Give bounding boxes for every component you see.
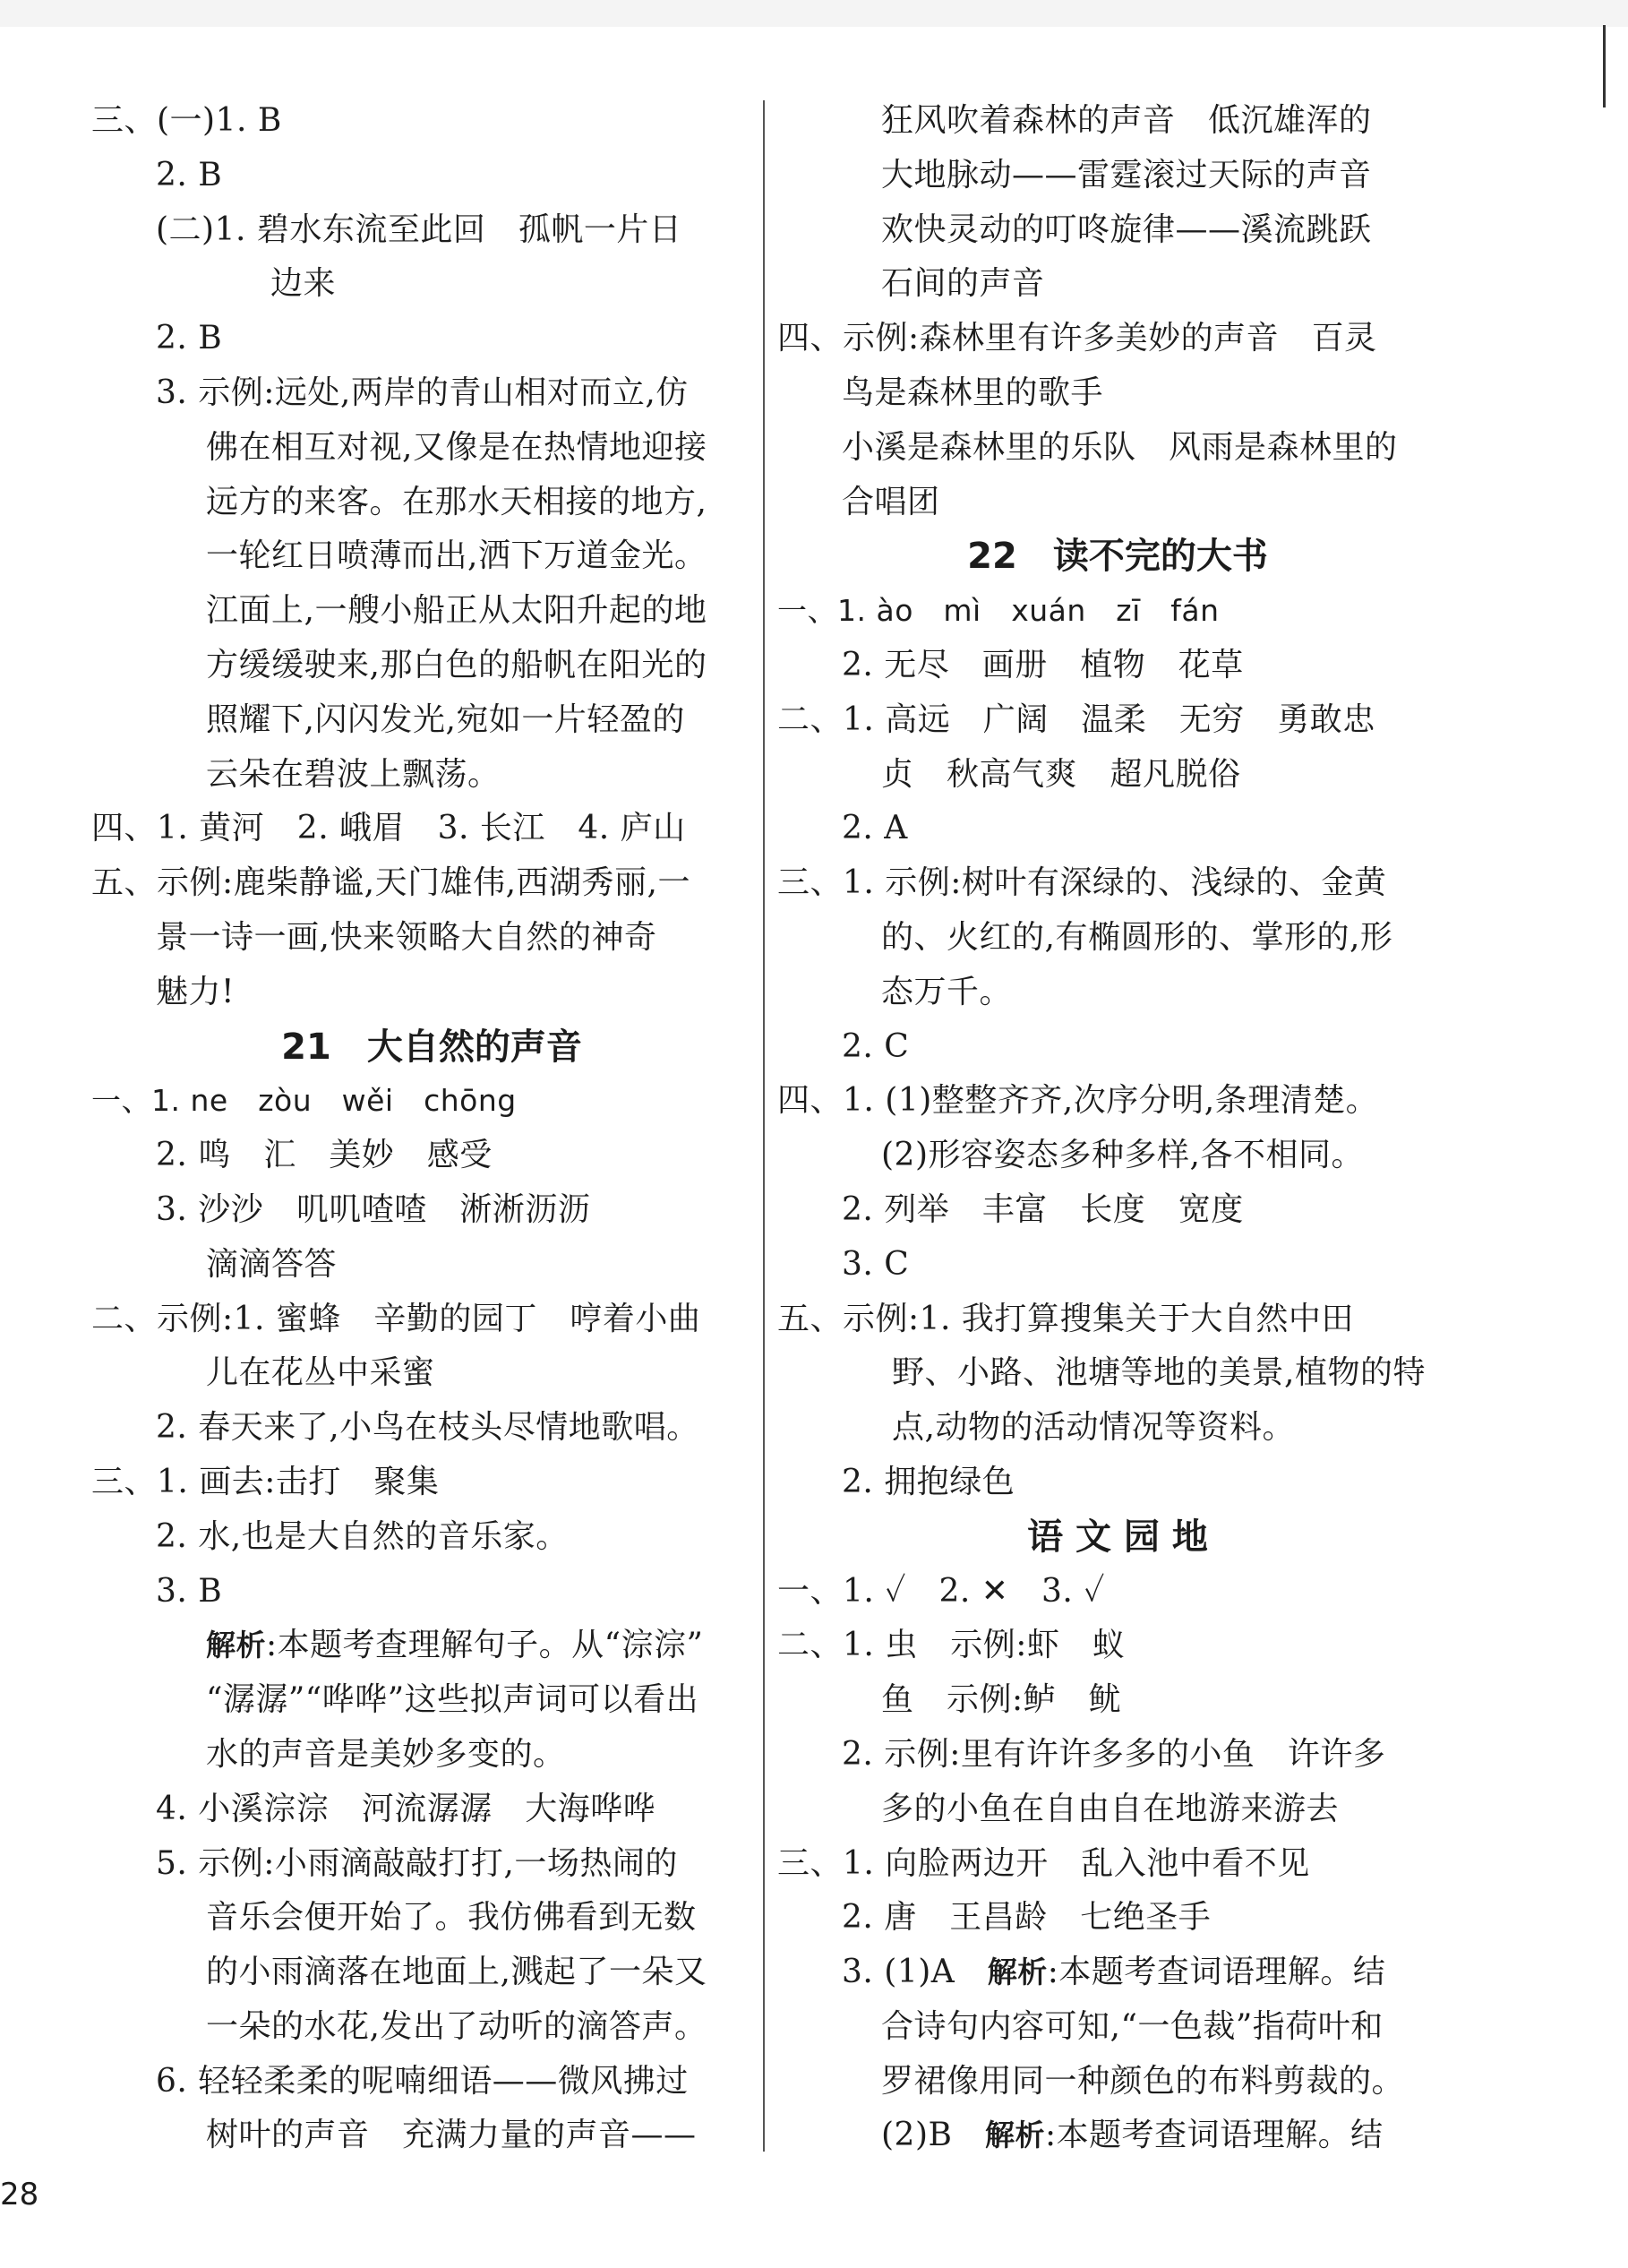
- answer-text: 一朵的水花,发出了动听的滴答声。: [206, 2007, 707, 2045]
- answer-text: 贞 秋高气爽 超凡脱俗: [881, 755, 1241, 793]
- scan-top-band: [0, 0, 1628, 27]
- answer-line: [91, 2000, 772, 2055]
- answer-line: [777, 1565, 1458, 1619]
- answer-line: [91, 1238, 772, 1293]
- answer-text: 2. 唐 王昌龄 七绝圣手: [842, 1899, 1212, 1937]
- answer-line: [91, 1129, 772, 1183]
- answer-text: 2. B: [156, 320, 223, 357]
- answer-text: 四、1. (1)整整齐齐,次序分明,条理清楚。: [777, 1082, 1379, 1120]
- answer-line: [91, 1619, 772, 1673]
- answer-line: [777, 2109, 1458, 2163]
- answer-line: [777, 94, 1458, 149]
- answer-line: [91, 1401, 772, 1456]
- answer-line: [777, 802, 1458, 856]
- answer-text: 滴滴答答: [206, 1245, 338, 1283]
- answer-text: 合唱团: [842, 483, 940, 520]
- answer-text: 小溪是森林里的乐队 风雨是森林里的: [842, 428, 1398, 466]
- answer-text: 2. 列举 丰富 长度 宽度: [842, 1190, 1244, 1228]
- answer-line: [91, 1891, 772, 1946]
- answer-text: 鱼 示例:鲈 鱿: [881, 1681, 1122, 1719]
- answer-line: [91, 693, 772, 748]
- answer-text: 2. 拥抱绿色: [842, 1463, 1015, 1500]
- answer-text: 3. 沙沙 叽叽喳喳 淅淅沥沥: [156, 1190, 591, 1228]
- answer-text: 2. 水,也是大自然的音乐家。: [156, 1517, 569, 1555]
- answer-line: [91, 2055, 772, 2109]
- analysis-text: :本题考查词语理解。结: [1047, 1954, 1386, 1991]
- answer-text: 四、1. 黄河 2. 峨眉 3. 长江 4. 庐山: [91, 810, 686, 847]
- answer-text: 江面上,一艘小船正从太阳升起的地: [206, 592, 707, 630]
- answer-line: [91, 1346, 772, 1401]
- answer-text: 2. 无尽 画册 植物 花草: [842, 646, 1244, 683]
- answer-text: 五、示例:1. 我打算搜集关于大自然中田: [777, 1300, 1354, 1337]
- answer-text: 四、示例:森林里有许多美妙的声音 百灵: [777, 320, 1377, 357]
- answer-line: [777, 1728, 1458, 1783]
- answer-line: [777, 1129, 1458, 1183]
- answer-line: [777, 2000, 1458, 2055]
- answer-line: [91, 529, 772, 584]
- answer-text: (2)B: [881, 2117, 985, 2154]
- answer-line: [777, 748, 1458, 803]
- answer-line: [91, 802, 772, 856]
- answer-line: [91, 203, 772, 258]
- answer-text: 一轮红日喷薄而出,洒下万道金光。: [206, 537, 707, 575]
- answer-text: “潺潺”“哗哗”这些拟声词可以看出: [206, 1681, 699, 1719]
- answer-line: [777, 257, 1458, 312]
- answer-text: 远方的来客。在那水天相接的地方,: [206, 483, 707, 520]
- answer-line: [777, 476, 1458, 530]
- answer-text: 6. 轻轻柔柔的呢喃细语——微风拂过: [156, 2062, 689, 2100]
- answer-line: [777, 1074, 1458, 1129]
- answer-text: (二)1. 碧水东流至此回 孤帆一片日: [156, 210, 682, 248]
- answer-line: [91, 1456, 772, 1510]
- right-column: [777, 94, 1458, 2163]
- page-edge-mark: [1603, 25, 1606, 107]
- answer-line: [777, 1783, 1458, 1837]
- answer-line: [777, 1837, 1458, 1892]
- answer-text: 态万千。: [881, 973, 1013, 1010]
- answer-text: 罗裙像用同一种颜色的布料剪裁的。: [881, 2062, 1405, 2100]
- answer-line: [91, 1783, 772, 1837]
- answer-line: [91, 1728, 772, 1783]
- answer-text: 三、(一)1. B: [91, 102, 282, 139]
- answer-line: [777, 966, 1458, 1020]
- answer-line: [777, 1619, 1458, 1673]
- answer-text: 音乐会便开始了。我仿佛看到无数: [206, 1899, 697, 1937]
- answer-text: 合诗句内容可知,“一色裁”指荷叶和: [881, 2007, 1384, 2045]
- answer-text: (2)形容姿态多种多样,各不相同。: [881, 1137, 1364, 1174]
- answer-line: [91, 1510, 772, 1565]
- answer-text: 欢快灵动的叮咚旋律——溪流跳跃: [881, 210, 1372, 248]
- answer-line: [777, 1456, 1458, 1510]
- analysis-text: :本题考查理解句子。从“淙淙”: [266, 1627, 704, 1664]
- answer-text: 石间的声音: [881, 265, 1045, 303]
- answer-text: 点,动物的活动情况等资料。: [892, 1409, 1295, 1447]
- answer-line: [91, 1565, 772, 1619]
- answer-text: 三、1. 向脸两边开 乱入池中看不见: [777, 1844, 1310, 1882]
- answer-line: [91, 584, 772, 639]
- answer-text: 5. 示例:小雨滴敲敲打打,一场热闹的: [156, 1844, 678, 1882]
- answer-text: 3. C: [842, 1245, 910, 1283]
- answer-line: [91, 639, 772, 693]
- answer-text: 云朵在碧波上飘荡。: [206, 755, 501, 793]
- left-column: [91, 94, 772, 2163]
- analysis-label: 解析: [206, 1628, 266, 1663]
- answer-text: 2. 春天来了,小鸟在枝头尽情地歌唱。: [156, 1409, 699, 1447]
- answer-text: 2. 示例:里有许许多多的小鱼 许许多: [842, 1735, 1386, 1773]
- answer-text: 魅力!: [156, 973, 235, 1010]
- answer-line: [777, 693, 1458, 748]
- answer-text: 水的声音是美妙多变的。: [206, 1735, 566, 1773]
- answer-line: [777, 2055, 1458, 2109]
- answer-line: [91, 366, 772, 421]
- answer-text: 一、1. ne zòu wěi chōng: [91, 1083, 517, 1119]
- answer-line: [91, 2109, 772, 2163]
- answer-text: 2. A: [842, 810, 908, 847]
- answer-line: [777, 1346, 1458, 1401]
- answer-line: [777, 1238, 1458, 1293]
- answer-text: 3. B: [156, 1572, 223, 1610]
- answer-text: 三、1. 示例:树叶有深绿的、浅绿的、金黄: [777, 864, 1387, 902]
- answer-line: [91, 1183, 772, 1238]
- answer-text: 4. 小溪淙淙 河流潺潺 大海哗哗: [156, 1790, 656, 1827]
- section-heading: 22 读不完的大书: [967, 536, 1268, 578]
- analysis-label: 解析: [984, 2118, 1045, 2153]
- answer-text: 五、示例:鹿柴静谧,天门雄伟,西湖秀丽,一: [91, 864, 690, 902]
- answer-line: [777, 366, 1458, 421]
- answer-line: [91, 312, 772, 366]
- answer-line: [91, 94, 772, 149]
- answer-line: [777, 1183, 1458, 1238]
- answer-line: [777, 312, 1458, 366]
- answer-text: 大地脉动——雷霆滚过天际的声音: [881, 156, 1372, 193]
- answer-text: 二、1. 虫 示例:虾 蚁: [777, 1627, 1126, 1664]
- answer-text: 三、1. 画去:击打 聚集: [91, 1463, 440, 1500]
- answer-text: 多的小鱼在自由自在地游来游去: [881, 1790, 1340, 1827]
- answer-text: 的小雨滴落在地面上,溅起了一朵又: [206, 1954, 707, 1991]
- answer-text: 景一诗一画,快来领略大自然的神奇: [156, 918, 657, 956]
- answer-text: 野、小路、池塘等地的美景,植物的特: [892, 1354, 1426, 1392]
- answer-line: [777, 584, 1458, 639]
- answer-text: 狂风吹着森林的声音 低沉雄浑的: [881, 102, 1372, 139]
- answer-line: [91, 856, 772, 911]
- page-number: 28: [0, 2177, 39, 2212]
- answer-line: [777, 639, 1458, 693]
- section-heading: 语 文 园 地: [1027, 1516, 1208, 1558]
- answer-line: [777, 1293, 1458, 1347]
- answer-line: [91, 748, 772, 803]
- answer-text: 2. C: [842, 1027, 910, 1065]
- answer-line: [777, 1020, 1458, 1075]
- answer-text: 二、1. 高远 广阔 温柔 无穷 勇敢忠: [777, 700, 1375, 738]
- answer-text: 照耀下,闪闪发光,宛如一片轻盈的: [206, 700, 685, 738]
- answer-line: [777, 203, 1458, 258]
- answer-line: [777, 856, 1458, 911]
- answer-text: 边来: [270, 265, 337, 303]
- answer-line: [91, 421, 772, 476]
- answer-line: [777, 1891, 1458, 1946]
- answer-text: 儿在花丛中采蜜: [206, 1354, 435, 1392]
- answer-text: 的、火红的,有椭圆形的、掌形的,形: [881, 918, 1393, 956]
- answer-text: 佛在相互对视,又像是在热情地迎接: [206, 428, 707, 466]
- answer-line: [91, 1074, 772, 1129]
- answer-line: [777, 149, 1458, 203]
- answer-line: [91, 1673, 772, 1728]
- answer-line: [777, 1946, 1458, 2000]
- answer-line: [777, 911, 1458, 966]
- answer-line: [91, 1946, 772, 2000]
- answer-line: [91, 257, 772, 312]
- answer-text: 方缓缓驶来,那白色的船帆在阳光的: [206, 646, 707, 683]
- answer-line: [91, 966, 772, 1020]
- section-heading: 21 大自然的声音: [281, 1026, 582, 1068]
- answer-line: [91, 476, 772, 530]
- answer-line: [91, 149, 772, 203]
- answer-text: 树叶的声音 充满力量的声音——: [206, 2117, 697, 2154]
- analysis-label: 解析: [987, 1954, 1048, 1990]
- answer-text: 鸟是森林里的歌手: [842, 374, 1104, 411]
- answer-line: [777, 1673, 1458, 1728]
- analysis-text: :本题考查词语理解。结: [1044, 2117, 1384, 2154]
- answer-text: 3. 示例:远处,两岸的青山相对而立,仿: [156, 374, 689, 411]
- answer-text: 2. B: [156, 156, 223, 193]
- answer-text: 二、示例:1. 蜜蜂 辛勤的园丁 哼着小曲: [91, 1300, 701, 1337]
- answer-line: [91, 1837, 772, 1892]
- answer-line: [777, 421, 1458, 476]
- answer-line: [777, 1401, 1458, 1456]
- answer-text: 一、1. ào mì xuán zī fán: [777, 593, 1220, 629]
- answer-text: 一、1. ✓ 2. ✕ 3. ✓: [777, 1572, 1105, 1610]
- answer-line: [91, 911, 772, 966]
- answer-text: 3. (1)A: [842, 1954, 988, 1991]
- answer-line: [91, 1293, 772, 1347]
- answer-text: 2. 鸣 汇 美妙 感受: [156, 1137, 493, 1174]
